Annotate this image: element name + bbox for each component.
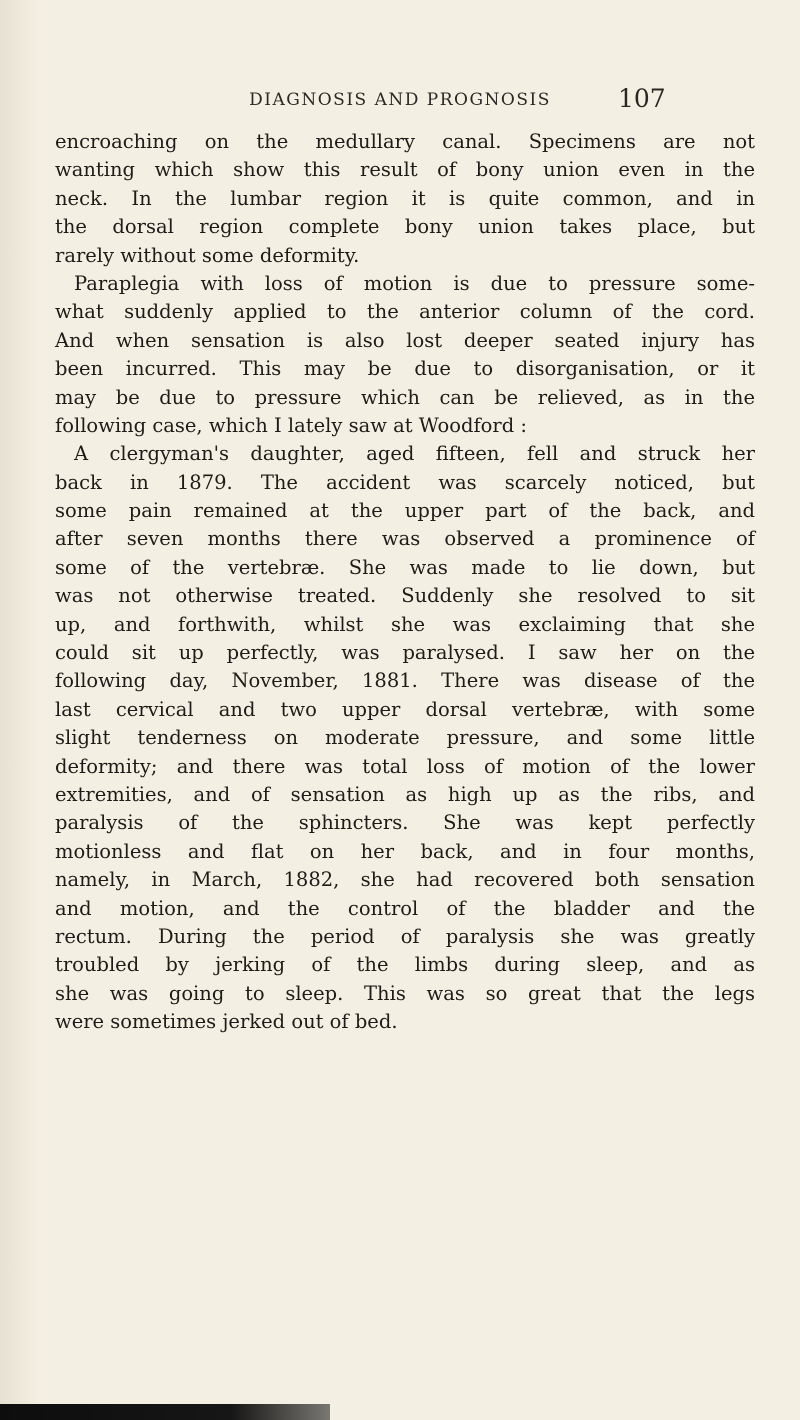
text-line: may be due to pressure which can be relieved, as in the (55, 385, 755, 409)
text-line: extremities, and of sensation as high up as the ribs, and (55, 782, 755, 806)
text-line: troubled by jerking of the limbs during sleep, and as (55, 953, 755, 977)
text-line: the dorsal region complete bony union takes place, but (55, 215, 755, 239)
text-line: back in 1879. The accident was scarcely noticed, but (55, 470, 755, 494)
scan-edge-bar (0, 1404, 330, 1420)
text-line: been incurred. This may be due to disorganisation, or it (55, 357, 755, 381)
text-line: namely, in March, 1882, she had recovered both sensation (55, 868, 755, 892)
running-title: DIAGNOSIS AND PROGNOSIS (249, 90, 551, 110)
text-line: was not otherwise treated. Suddenly she resolved to sit (55, 584, 755, 608)
text-line: paralysis of the sphincters. She was kept perfectly (55, 811, 755, 835)
text-line: And when sensation is also lost deeper seated injury has (55, 328, 755, 352)
text-line: some pain remained at the upper part of the back, and (55, 499, 755, 523)
text-line: were sometimes jerked out of bed. (55, 1010, 398, 1034)
text-line: slight tenderness on moderate pressure, and some little (55, 726, 755, 750)
text-line: Paraplegia with loss of motion is due to pressure some- (74, 271, 755, 295)
text-line: she was going to sleep. This was so great that the legs (55, 981, 755, 1005)
text-line: encroaching on the medullary canal. Specimens are not (55, 130, 755, 153)
text-line: could sit up perfectly, was paralysed. I saw her on the (55, 641, 755, 665)
text-line: deformity; and there was total loss of motion of the lower (55, 754, 755, 778)
text-line: wanting which show this result of bony union even in the (55, 158, 755, 182)
text-line: A clergyman's daughter, aged fifteen, fell and struck her (74, 442, 755, 466)
text-line: and motion, and the control of the bladder and the (55, 896, 755, 920)
text-line: rectum. During the period of paralysis she was greatly (55, 924, 755, 948)
text-line: following case, which I lately saw at Woodford : (55, 413, 527, 437)
text-line: up, and forthwith, whilst she was exclaiming that she (55, 612, 755, 636)
text-line: after seven months there was observed a prominence of (55, 527, 755, 551)
text-line: following day, November, 1881. There was disease of the (55, 669, 755, 693)
text-line: neck. In the lumbar region it is quite common, and in (55, 186, 755, 210)
text-line: rarely without some deformity. (55, 243, 360, 267)
text-line: motionless and flat on her back, and in four months, (55, 839, 755, 863)
page-number: 107 (618, 84, 666, 113)
text-line: some of the vertebræ. She was made to lie down, but (55, 555, 755, 579)
running-head (0, 84, 800, 120)
body-text (55, 128, 755, 1037)
page-edge-shadow (0, 0, 40, 1420)
text-line: last cervical and two upper dorsal vertebræ, with some (55, 697, 755, 721)
text-line: what suddenly applied to the anterior column of the cord. (55, 300, 755, 324)
